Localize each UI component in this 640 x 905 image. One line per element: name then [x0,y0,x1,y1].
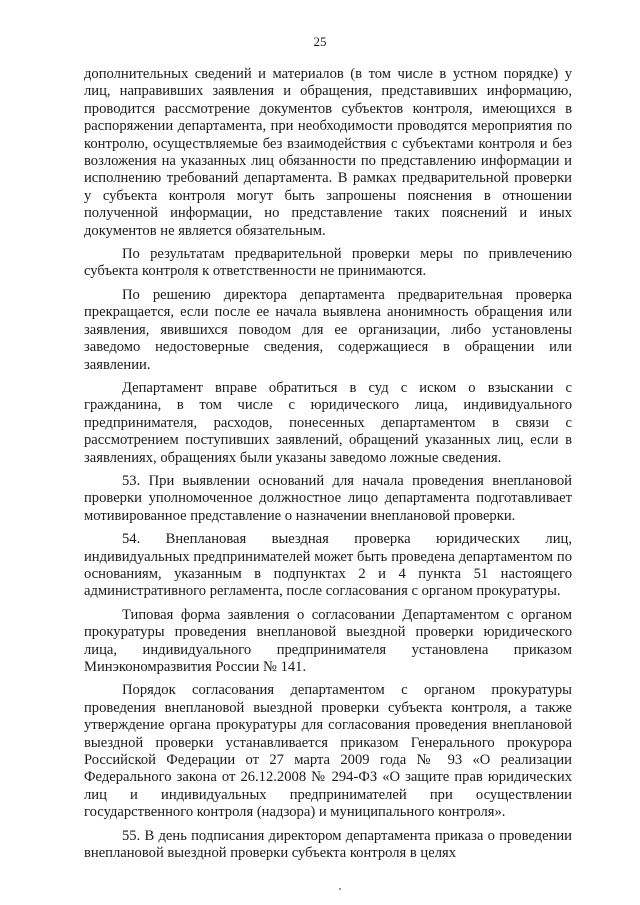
paragraph-court-claim: Департамент вправе обратиться в суд с иском о взыскании с гражданина, в том числе с юридического лица, индивидуального предпринимателя, расходов, понесенных департаментом в связи с рассмотрением поступивших заявлений, обращений указанных лиц, если в заявлениях, обращениях были указаны заведомо ложные сведения. [84,379,572,466]
scan-speck [339,888,341,890]
paragraph-preliminary-check-result: По результатам предварительной проверки меры по привлечению субъекта контроля к ответственности не принимаются. [84,246,572,280]
paragraph-54: 54. Внеплановая выездная проверка юридических лиц, индивидуальных предпринимателей может быть проведена департаментом по основаниям, указанным в подпунктах 2 и 4 пункта 51 настоящего административного регламента, после согласования с органом прокуратуры. [84,531,572,600]
paragraph-standard-form: Типовая форма заявления о согласовании Департаментом с органом прокуратуры проведения внеплановой выездной проверки юридического лица, индивидуального предпринимателя установлена приказом Минэкономразвития России № 141. [84,606,572,675]
body-text [84,66,572,862]
paragraph-55: 55. В день подписания директором департамента приказа о проведении внеплановой выездной проверки субъекта контроля в целях [84,827,572,862]
page-number: 25 [313,34,327,49]
paragraph-continuation: дополнительных сведений и материалов (в том числе в устном порядке) у лиц, направивших заявления и обращения, представивших информацию, проводится рассмотрение документов субъектов контроля, имеющихся в распоряжении департамента, при необходимости проводятся мероприятия по контролю, осуществляемые без взаимодействия с субъектами контроля и без возложения на указанных лиц обязанности по представлению информации и исполнению требований департамента. В рамках предварительной проверки у субъекта контроля могут быть запрошены пояснения в отношении полученной информации, но представление таких пояснений и иных документов не является обязательным. [84,66,572,239]
paragraph-53: 53. При выявлении оснований для начала проведения внеплановой проверки уполномоченное должностное лицо департамента подготавливает мотивированное представление о назначении внеплановой проверки. [84,472,572,524]
paragraph-check-termination: По решению директора департамента предварительная проверка прекращается, если после ее начала выявлена анонимность обращения или заявления, явившихся поводом для ее организации, либо установлены заведомо недостоверные сведения, содержащиеся в обращении или заявлении. [84,286,572,373]
paragraph-approval-procedure: Порядок согласования департаментом с органом прокуратуры проведения внеплановой выездной проверки субъекта контроля, а также утверждение органа прокуратуры для согласования проведения внеплановой выездной проверки устанавливается приказом Генерального прокурора Российской Федерации от 27 марта 2009 года № 93 «О реализации Федерального закона от 26.12.2008 № 294-ФЗ «О защите прав юридических лиц и индивидуальных предпринимателей при осуществлении государственного контроля (надзора) и муниципального контроля». [84,682,572,821]
